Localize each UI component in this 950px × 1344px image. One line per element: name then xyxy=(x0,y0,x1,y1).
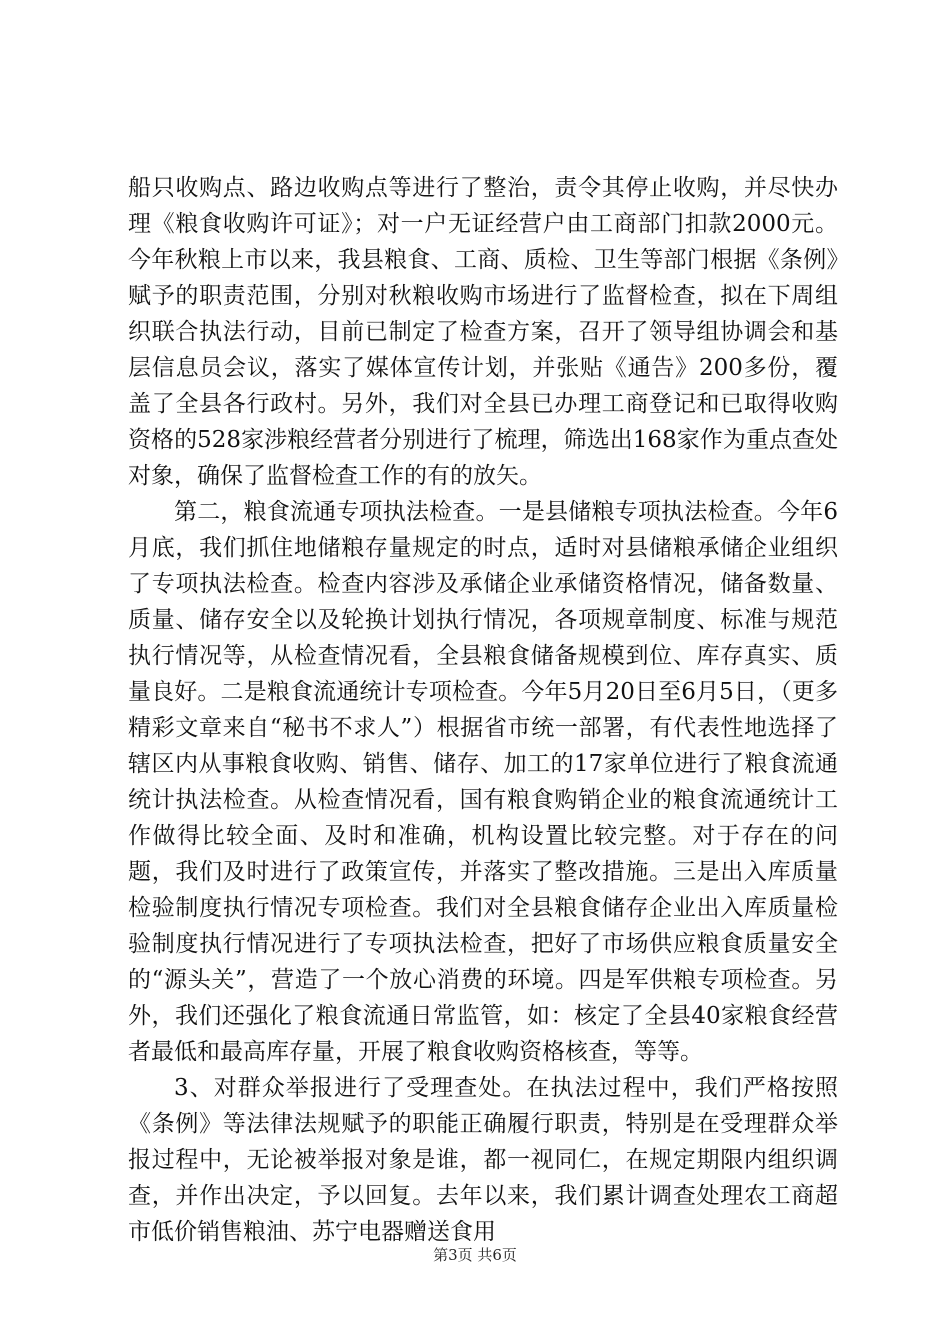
paragraph-continuation: 船只收购点、路边收购点等进行了整治，责令其停止收购，并尽快办理《粮食收购许可证》；对一户无证经营户由工商部门扣款2000元。今年秋粮上市以来，我县粮食、工商、质检、卫生等部门根据《条例》赋予的职责范围，分别对秋粮收购市场进行了监督检查，拟在下周组织联合执法行动，目前已制定了检查方案，召开了领导组协调会和基层信息员会议，落实了媒体宣传计划，并张贴《通告》200多份，覆盖了全县各行政村。另外，我们对全县已办理工商登记和已取得收购资格的528家涉粮经营者分别进行了梳理，筛选出168家作为重点查处对象，确保了监督检查工作的有的放矢。 xyxy=(128,175,838,489)
paragraph-public-reports: 3、对群众举报进行了受理查处。在执法过程中，我们严格按照《条例》等法律法规赋予的职能正确履行职责，特别是在受理群众举报过程中，无论被举报对象是谁，都一视同仁，在规定期限内组织调查，并作出决定，予以回复。去年以来，我们累计调查处理农工商超市低价销售粮油、苏宁电器赠送食用 xyxy=(128,1075,838,1245)
paragraph-special-inspection: 第二，粮食流通专项执法检查。一是县储粮专项执法检查。今年6月底，我们抓住地储粮存量规定的时点，适时对县储粮承储企业组织了专项执法检查。检查内容涉及承储企业承储资格情况，储备数量、质量、储存安全以及轮换计划执行情况，各项规章制度、标准与规范执行情况等，从检查情况看，全县粮食储备规模到位、库存真实、质量良好。二是粮食流通统计专项检查。今年5月20日至6月5日，（更多精彩文章来自“秘书不求人”）根据省市统一部署，有代表性地选择了辖区内从事粮食收购、销售、储存、加工的17家单位进行了粮食流通统计执法检查。从检查情况看，国有粮食购销企业的粮食流通统计工作做得比较全面、及时和准确，机构设置比较完整。对于存在的问题，我们及时进行了政策宣传，并落实了整改措施。三是出入库质量检验制度执行情况专项检查。我们对全县粮食储存企业出入库质量检验制度执行情况进行了专项执法检查，把好了市场供应粮食质量安全的“源头关”，营造了一个放心消费的环境。四是军供粮专项检查。另外，我们还强化了粮食流通日常监管，如：核定了全县40家粮食经营者最低和最高库存量，开展了粮食收购资格核查，等等。 xyxy=(128,499,838,1065)
page-footer: 第3页 共6页 xyxy=(433,1246,517,1264)
document-body xyxy=(128,170,838,1250)
